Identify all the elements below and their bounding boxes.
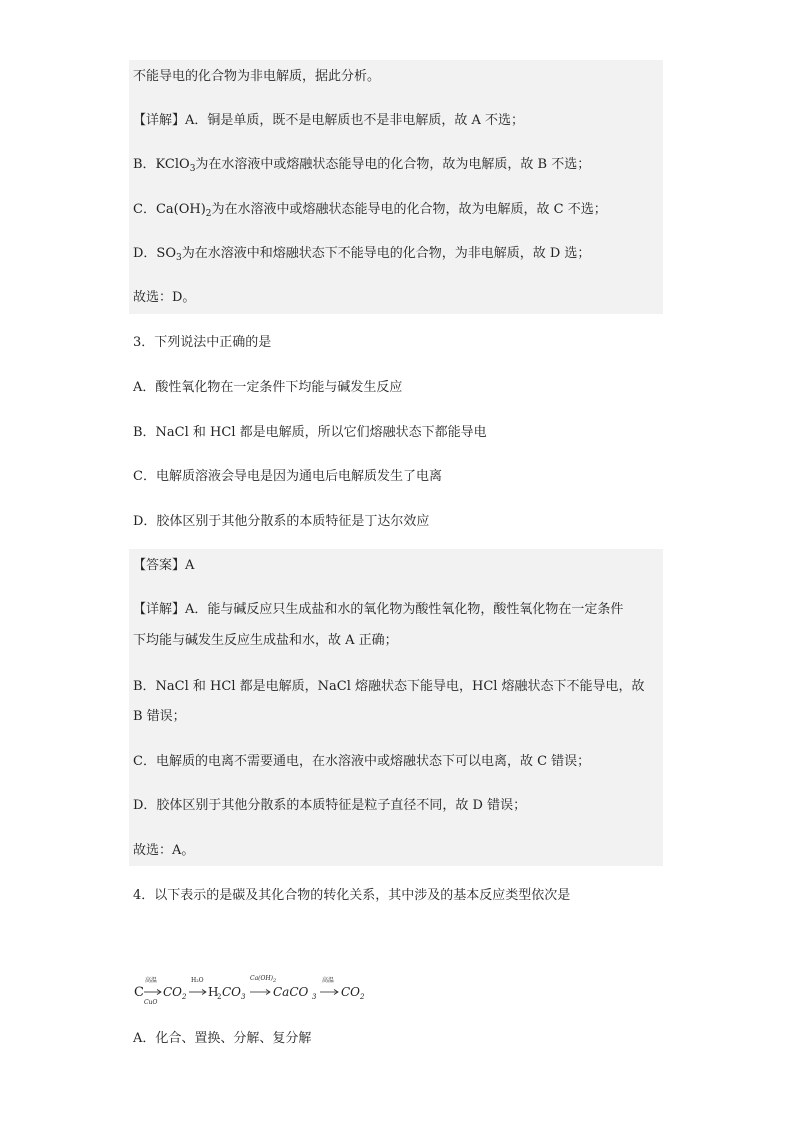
svg-text:2: 2 — [360, 993, 365, 1001]
q3-stem: 3．下列说法中正确的是 — [133, 335, 272, 350]
choice-1: 故选：D。 — [133, 290, 196, 305]
svg-text:3: 3 — [312, 993, 317, 1001]
reaction-scheme — [133, 974, 393, 1008]
analysis-block-1 — [129, 60, 663, 314]
detail-a: 【详解】A．铜是单质，既不是电解质也不是非电解质，故 A 不选； — [133, 113, 525, 128]
detail2-a1: 【详解】A．能与碱反应只生成盐和水的氧化物为酸性氧化物，酸性氧化物在一定条件 — [133, 602, 624, 617]
q3-option-d: D．胶体区别于其他分散系的本质特征是丁达尔效应 — [133, 514, 430, 529]
q4-option-a: A．化合、置换、分解、复分解 — [133, 1031, 312, 1046]
q3-option-a: A．酸性氧化物在一定条件下均能与碱发生反应 — [133, 380, 403, 395]
detail2-b2: B 错误； — [133, 709, 186, 724]
q4-stem: 4．以下表示的是碳及其化合物的转化关系，其中涉及的基本反应类型依次是 — [133, 888, 571, 903]
analysis-intro: 不能导电的化合物为非电解质，据此分析。 — [133, 69, 381, 84]
detail-d: D．$SO_3$为在水溶液中和熔融状态下不能导电的化合物，为非电解质，故 D 选； — [133, 246, 591, 263]
svg-text:2: 2 — [217, 993, 222, 1001]
svg-text:2: 2 — [182, 993, 187, 1001]
cond1-bottom: CuO — [144, 999, 158, 1006]
svg-text:CO: CO — [222, 985, 242, 999]
detail-c: C．$Ca(OH)_2$为在水溶液中或熔融状态能导电的化合物，故为电解质，故 C 不选； — [133, 202, 607, 219]
detail-b: B．KClO$_3$为在水溶液中或熔融状态能导电的化合物，故为电解质，故 B 不选； — [133, 157, 591, 174]
detail2-b1: B．NaCl 和 HCl 都是电解质，NaCl 熔融状态下能导电，HCl 熔融状态下不能导电，故 — [133, 679, 645, 694]
answer: 【答案】A — [133, 558, 195, 573]
q3-option-b: B．NaCl 和 HCl 都是电解质，所以它们熔融状态下都能导电 — [133, 425, 487, 440]
cond1-top: 高温 — [145, 977, 158, 984]
q3-option-c: C．电解质溶液会导电是因为通电后电解质发生了电离 — [133, 469, 442, 484]
caco3: CaCO — [273, 985, 309, 999]
h2co3: H — [208, 985, 219, 999]
svg-text:3: 3 — [241, 993, 246, 1001]
cond4-top: 高温 — [322, 977, 335, 984]
carbon: C — [134, 985, 144, 1000]
analysis-block-2 — [129, 549, 663, 866]
cond2-h2o: H₂O — [191, 977, 204, 984]
svg-text:2: 2 — [273, 978, 277, 984]
co2-a: CO — [163, 985, 183, 999]
choice-2: 故选：A。 — [133, 843, 195, 858]
cond3-caoh2: Ca(OH) — [250, 975, 274, 982]
detail2-d: D．胶体区别于其他分散系的本质特征是粒子直径不同，故 D 错误； — [133, 798, 527, 813]
co2-b: CO — [341, 985, 361, 999]
detail2-a2: 下均能与碱发生反应生成盐和水，故 A 正确； — [133, 633, 398, 648]
detail2-c: C．电解质的电离不需要通电，在水溶液中或熔融状态下可以电离，故 C 错误； — [133, 754, 591, 769]
